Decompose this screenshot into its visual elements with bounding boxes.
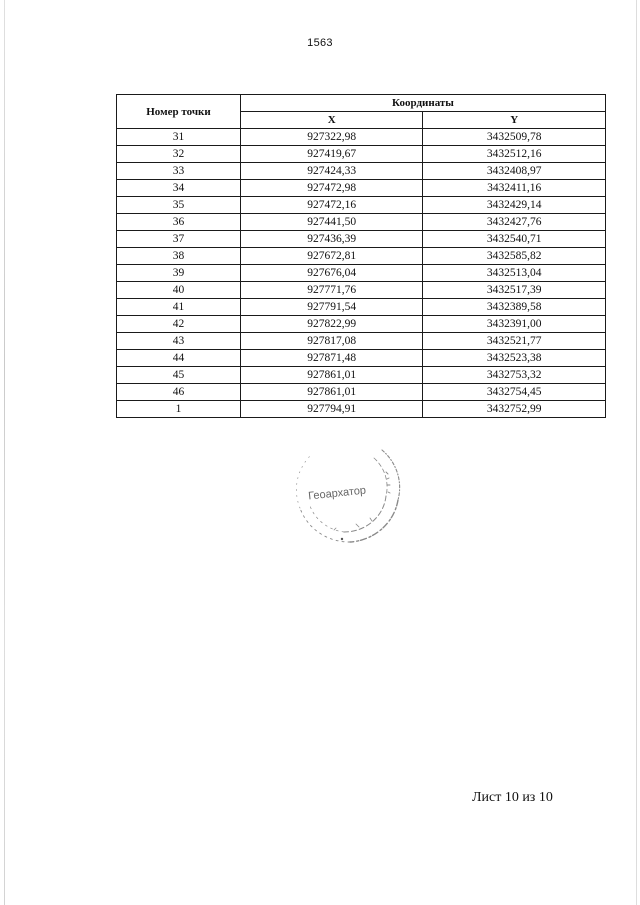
table-row [117,163,606,180]
x-coordinate-cell: 927794,91 [240,401,422,418]
y-coordinate-cell: 3432411,16 [423,180,606,197]
point-number-cell: 1 [117,401,241,418]
table-row [117,333,606,350]
organization-stamp [290,438,410,550]
coordinates-table [116,94,606,418]
x-coordinate-cell: 927822,99 [240,316,422,333]
table-row [117,180,606,197]
header-y: Y [423,112,606,129]
y-coordinate-cell: 3432753,32 [423,367,606,384]
stamp-seal-icon [290,438,410,550]
y-coordinate-cell: 3432391,00 [423,316,606,333]
table-row [117,129,606,146]
x-coordinate-cell: 927817,08 [240,333,422,350]
table-row [117,265,606,282]
y-coordinate-cell: 3432585,82 [423,248,606,265]
y-coordinate-cell: 3432513,04 [423,265,606,282]
y-coordinate-cell: 3432517,39 [423,282,606,299]
point-number-cell: 40 [117,282,241,299]
point-number-cell: 32 [117,146,241,163]
x-coordinate-cell: 927322,98 [240,129,422,146]
coordinates-table-body [117,129,606,418]
x-coordinate-cell: 927871,48 [240,350,422,367]
header-x: X [240,112,422,129]
point-number-cell: 41 [117,299,241,316]
y-coordinate-cell: 3432521,77 [423,333,606,350]
page-edge-right [636,0,637,905]
point-number-cell: 35 [117,197,241,214]
y-coordinate-cell: 3432408,97 [423,163,606,180]
table-row [117,282,606,299]
x-coordinate-cell: 927791,54 [240,299,422,316]
x-coordinate-cell: 927676,04 [240,265,422,282]
point-number-cell: 31 [117,129,241,146]
x-coordinate-cell: 927472,16 [240,197,422,214]
x-coordinate-cell: 927436,39 [240,231,422,248]
point-number-cell: 45 [117,367,241,384]
point-number-cell: 37 [117,231,241,248]
x-coordinate-cell: 927424,33 [240,163,422,180]
point-number-cell: 46 [117,384,241,401]
y-coordinate-cell: 3432389,58 [423,299,606,316]
y-coordinate-cell: 3432540,71 [423,231,606,248]
point-number-cell: 33 [117,163,241,180]
x-coordinate-cell: 927861,01 [240,384,422,401]
point-number-cell: 42 [117,316,241,333]
y-coordinate-cell: 3432429,14 [423,197,606,214]
table-row [117,401,606,418]
point-number-cell: 36 [117,214,241,231]
table-row [117,316,606,333]
x-coordinate-cell: 927472,98 [240,180,422,197]
header-point-number: Номер точки [117,95,241,129]
point-number-cell: 39 [117,265,241,282]
table-row [117,146,606,163]
y-coordinate-cell: 3432512,16 [423,146,606,163]
page-edge-left [4,0,5,905]
x-coordinate-cell: 927771,76 [240,282,422,299]
x-coordinate-cell: 927861,01 [240,367,422,384]
y-coordinate-cell: 3432427,76 [423,214,606,231]
table-row [117,231,606,248]
table-row [117,367,606,384]
y-coordinate-cell: 3432509,78 [423,129,606,146]
x-coordinate-cell: 927672,81 [240,248,422,265]
y-coordinate-cell: 3432754,45 [423,384,606,401]
stamp-text: Геоархатор [307,484,367,503]
point-number-cell: 43 [117,333,241,350]
table-row [117,248,606,265]
point-number-cell: 38 [117,248,241,265]
table-row [117,197,606,214]
sheet-counter: Лист 10 из 10 [472,790,553,805]
point-number-cell: 44 [117,350,241,367]
page-number: 1563 [307,37,333,49]
table-row [117,214,606,231]
point-number-cell: 34 [117,180,241,197]
header-coordinates: Координаты [240,95,605,112]
table-row [117,384,606,401]
table-row [117,350,606,367]
y-coordinate-cell: 3432523,38 [423,350,606,367]
table-row [117,299,606,316]
y-coordinate-cell: 3432752,99 [423,401,606,418]
x-coordinate-cell: 927441,50 [240,214,422,231]
x-coordinate-cell: 927419,67 [240,146,422,163]
